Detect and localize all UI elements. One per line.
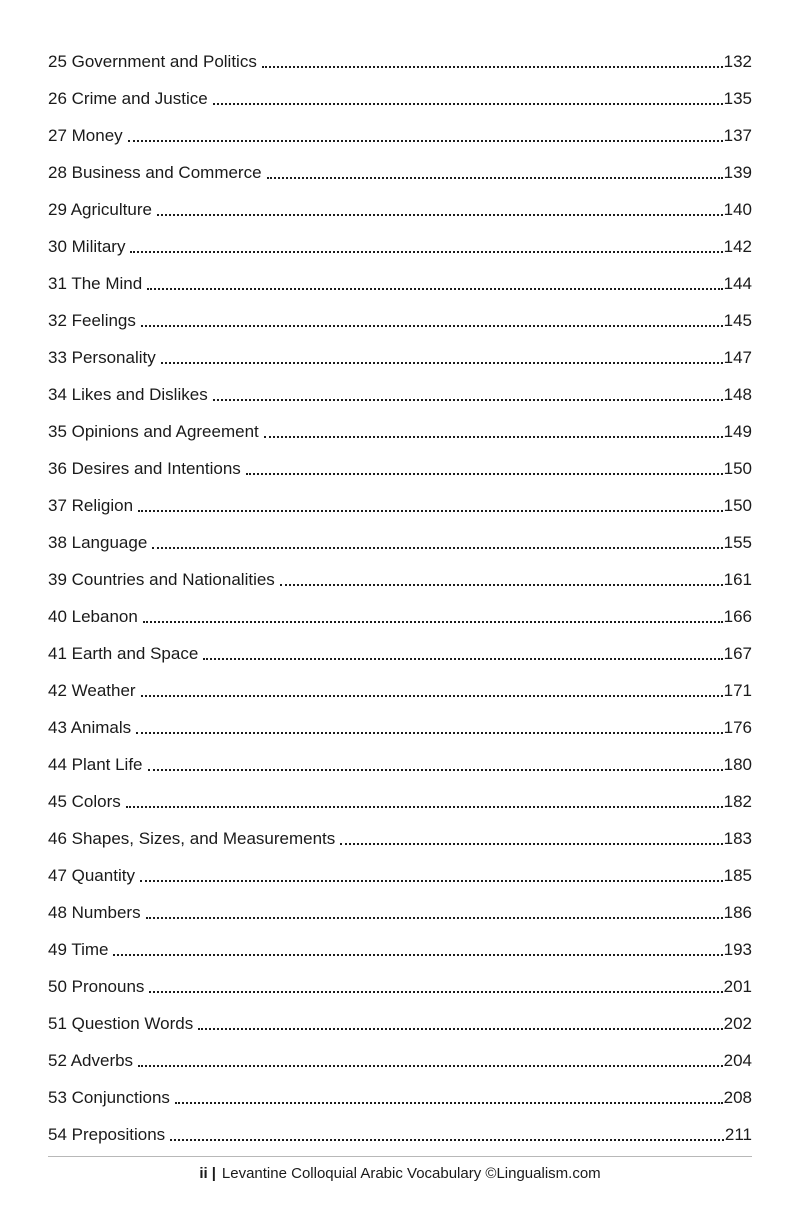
footer-title: Levantine Colloquial Arabic Vocabulary ©Lingualism.com — [221, 1165, 601, 1182]
toc-entry-label: 50 Pronouns — [48, 976, 145, 996]
toc-entry-label: 49 Time — [48, 939, 109, 959]
toc-entry-page: 139 — [723, 162, 752, 182]
toc-entry — [48, 376, 752, 413]
toc-leader-dots — [267, 177, 723, 179]
toc-entry — [48, 635, 752, 672]
toc-leader-dots — [146, 917, 723, 919]
toc-entry-label: 40 Lebanon — [48, 606, 138, 626]
toc-entry — [48, 117, 752, 154]
toc-entry-page: 176 — [723, 717, 752, 737]
toc-leader-dots — [128, 140, 723, 142]
toc-leader-dots — [138, 510, 723, 512]
toc-leader-dots — [141, 695, 723, 697]
toc-leader-dots — [340, 843, 722, 845]
toc-entry-page: 166 — [723, 606, 752, 626]
toc-entry-page: 182 — [723, 791, 752, 811]
toc-entry-label: 44 Plant Life — [48, 754, 143, 774]
toc-entry-label: 48 Numbers — [48, 902, 141, 922]
toc-entry — [48, 672, 752, 709]
toc-leader-dots — [213, 103, 723, 105]
toc-entry — [48, 43, 752, 80]
toc-leader-dots — [175, 1102, 723, 1104]
toc-entry — [48, 524, 752, 561]
toc-entry-page: 150 — [723, 458, 752, 478]
toc-entry — [48, 783, 752, 820]
toc-entry-page: 132 — [723, 51, 752, 71]
toc-entry-label: 27 Money — [48, 125, 123, 145]
toc-entry-label: 36 Desires and Intentions — [48, 458, 241, 478]
toc-entry-page: 155 — [723, 532, 752, 552]
toc-leader-dots — [262, 66, 723, 68]
toc-entry-label: 54 Prepositions — [48, 1124, 166, 1144]
toc-leader-dots — [246, 473, 723, 475]
toc-entry-page: 149 — [723, 421, 752, 441]
toc-leader-dots — [147, 288, 722, 290]
toc-entry — [48, 450, 752, 487]
toc-leader-dots — [152, 547, 722, 549]
toc-entry-page: 201 — [723, 976, 752, 996]
toc-entry — [48, 154, 752, 191]
toc-entry-page: 148 — [723, 384, 752, 404]
toc-entry — [48, 1042, 752, 1079]
toc-entry-label: 53 Conjunctions — [48, 1087, 170, 1107]
toc-leader-dots — [126, 806, 723, 808]
toc-entry-label: 47 Quantity — [48, 865, 135, 885]
toc-entry-page: 145 — [723, 310, 752, 330]
toc-leader-dots — [113, 954, 722, 956]
toc-entry-page: 204 — [723, 1050, 752, 1070]
toc-entry-page: 202 — [723, 1013, 752, 1033]
footer-page-number: ii — [199, 1165, 208, 1182]
toc-entry-label: 45 Colors — [48, 791, 121, 811]
toc-entry — [48, 1079, 752, 1116]
toc-entry-label: 31 The Mind — [48, 273, 143, 293]
page-footer — [48, 1156, 752, 1182]
toc-entry-page: 185 — [723, 865, 752, 885]
toc-entry-page: 142 — [723, 236, 752, 256]
toc-entry — [48, 1005, 752, 1042]
toc-entry-label: 29 Agriculture — [48, 199, 152, 219]
toc-entry — [48, 265, 752, 302]
toc-entry — [48, 302, 752, 339]
toc-leader-dots — [213, 399, 723, 401]
toc-entry — [48, 191, 752, 228]
toc-leader-dots — [136, 732, 722, 734]
toc-entry-label: 42 Weather — [48, 680, 136, 700]
toc-entry — [48, 746, 752, 783]
toc-entry — [48, 413, 752, 450]
toc-entry-label: 41 Earth and Space — [48, 643, 199, 663]
toc-entry — [48, 820, 752, 857]
toc-entry-page: 137 — [723, 125, 752, 145]
toc-entry-page: 186 — [723, 902, 752, 922]
toc-entry-label: 30 Military — [48, 236, 126, 256]
toc-entry — [48, 80, 752, 117]
toc-list — [48, 43, 752, 1153]
toc-entry — [48, 894, 752, 931]
toc-entry-label: 38 Language — [48, 532, 148, 552]
toc-entry-label: 51 Question Words — [48, 1013, 194, 1033]
toc-leader-dots — [198, 1028, 722, 1030]
toc-leader-dots — [130, 251, 722, 253]
toc-entry-page: 211 — [724, 1124, 752, 1144]
toc-leader-dots — [140, 880, 723, 882]
toc-entry-page: 171 — [723, 680, 752, 700]
toc-entry-label: 52 Adverbs — [48, 1050, 134, 1070]
toc-entry-page: 208 — [723, 1087, 752, 1107]
toc-leader-dots — [203, 658, 722, 660]
toc-entry — [48, 339, 752, 376]
toc-entry-label: 37 Religion — [48, 495, 134, 515]
toc-entry-label: 28 Business and Commerce — [48, 162, 262, 182]
toc-entry-label: 46 Shapes, Sizes, and Measurements — [48, 828, 336, 848]
toc-entry-label: 33 Personality — [48, 347, 156, 367]
toc-leader-dots — [161, 362, 723, 364]
toc-entry — [48, 1116, 752, 1153]
toc-entry-label: 35 Opinions and Agreement — [48, 421, 259, 441]
toc-entry-page: 161 — [723, 569, 752, 589]
toc-entry — [48, 931, 752, 968]
toc-entry — [48, 228, 752, 265]
toc-entry — [48, 709, 752, 746]
toc-entry — [48, 487, 752, 524]
toc-entry-page: 193 — [723, 939, 752, 959]
toc-leader-dots — [170, 1139, 724, 1141]
toc-entry-page: 167 — [723, 643, 752, 663]
toc-entry-page: 140 — [723, 199, 752, 219]
toc-entry-label: 32 Feelings — [48, 310, 136, 330]
toc-leader-dots — [149, 991, 722, 993]
toc-entry-page: 180 — [723, 754, 752, 774]
footer-separator: | — [211, 1165, 216, 1182]
toc-leader-dots — [138, 1065, 723, 1067]
toc-leader-dots — [280, 584, 723, 586]
toc-entry — [48, 857, 752, 894]
toc-leader-dots — [141, 325, 723, 327]
toc-entry-label: 26 Crime and Justice — [48, 88, 208, 108]
toc-entry-page: 147 — [723, 347, 752, 367]
toc-entry — [48, 561, 752, 598]
toc-entry — [48, 598, 752, 635]
toc-leader-dots — [264, 436, 723, 438]
toc-leader-dots — [148, 769, 723, 771]
toc-entry-page: 150 — [723, 495, 752, 515]
toc-entry — [48, 968, 752, 1005]
toc-entry-page: 183 — [723, 828, 752, 848]
toc-entry-label: 39 Countries and Nationalities — [48, 569, 275, 589]
toc-entry-label: 25 Government and Politics — [48, 51, 257, 71]
toc-leader-dots — [157, 214, 723, 216]
toc-entry-label: 43 Animals — [48, 717, 132, 737]
toc-entry-page: 144 — [723, 273, 752, 293]
toc-entry-label: 34 Likes and Dislikes — [48, 384, 208, 404]
toc-leader-dots — [143, 621, 723, 623]
toc-entry-page: 135 — [723, 88, 752, 108]
